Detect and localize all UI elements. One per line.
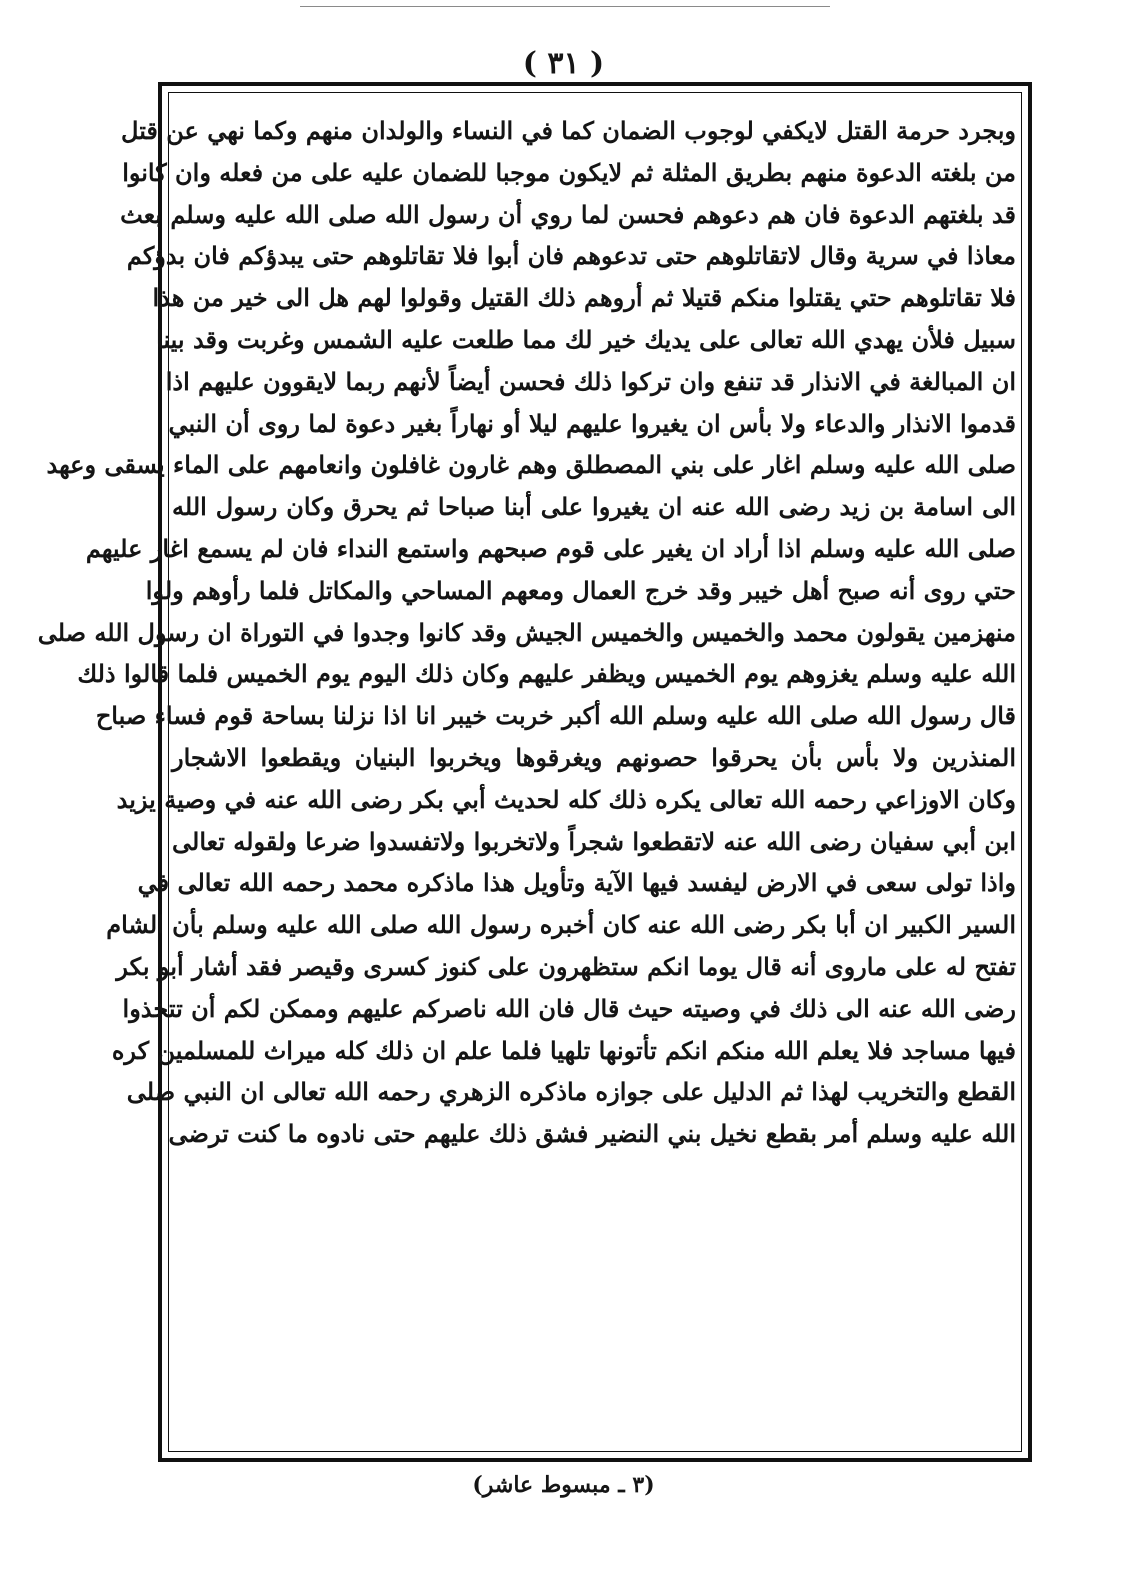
text-line-24: القطع والتخريب لهذا ثم الدليل على جوازه ماذكره الزهري رحمه الله تعالى ان النبي صلى — [126, 1077, 1016, 1107]
top-rule — [300, 6, 830, 7]
text-line-11: صلى الله عليه وسلم اذا أراد ان يغير على قوم صبحهم واستمع النداء فان لم يسمع اغار عليهم — [85, 533, 1016, 563]
text-line-6: سبيل فلأن يهدي الله تعالى على يديك خير لك مما طلعت عليه الشمس وغربت وقد بينا — [156, 324, 1016, 354]
text-line-20: السير الكبير ان أبا بكر رضى الله عنه كان أخبره رسول الله صلى الله عليه وسلم بأن الشام — [106, 910, 1016, 940]
text-line-25: الله عليه وسلم أمر بقطع نخيل بني النضير فشق ذلك عليهم حتى نادوه ما كنت ترضى — [168, 1119, 1016, 1149]
text-line-5: فلا تقاتلوهم حتي يقتلوا منكم قتيلا ثم أروهم ذلك القتيل وقولوا لهم هل الى خير من هذا — [152, 283, 1016, 313]
text-body — [37, 110, 1016, 1450]
text-line-1: وبجرد حرمة القتل لايكفي لوجوب الضمان كما في النساء والولدان منهم وكما نهي عن قتل — [121, 116, 1016, 145]
text-line-22: رضى الله عنه الى ذلك في وصيته حيث قال فان الله ناصركم عليهم وممكن لكم أن تتخذوا — [122, 993, 1016, 1023]
text-line-14: الله عليه وسلم يغزوهم يوم الخميس ويظفر عليهم وكان ذلك اليوم يوم الخميس فلما قالوا ذلك — [77, 659, 1016, 689]
signature-mark: (٣ ـ مبسوط عاشر) — [472, 1472, 655, 1498]
text-line-7: ان المبالغة في الانذار قد تنفع وان تركوا ذلك فحسن أيضاً لأنهم ربما لايقوون عليهم اذا — [165, 366, 1016, 396]
text-line-12: حتي روى أنه صبح أهل خيبر وقد خرج العمال ومعهم المساحي والمكاتل فلما رأوهم ولوا — [145, 575, 1016, 605]
text-line-10: الى اسامة بن زيد رضى الله عنه ان يغيروا على أبنا صباحا ثم يحرق وكان رسول الله — [172, 492, 1016, 522]
text-line-8: قدموا الانذار والدعاء ولا بأس ان يغيروا عليهم ليلا أو نهاراً بغير دعوة لما روى أن النبي — [168, 408, 1016, 438]
text-line-3: قد بلغتهم الدعوة فان هم دعوهم فحسن لما روي أن رسول الله صلى الله عليه وسلم بعث — [120, 199, 1016, 229]
text-line-13: منهزمين يقولون محمد والخميس والخميس الجيش وقد كانوا وجدوا في التوراة ان رسول الله صلى — [37, 617, 1016, 647]
text-line-4: معاذا في سرية وقال لاتقاتلوهم حتى تدعوهم فان أبوا فلا تقاتلوهم حتى يبدؤكم فان بدؤكم — [126, 241, 1016, 271]
text-line-21: تفتح له على ماروى أنه قال يوما انكم ستظهرون على كنوز كسرى وقيصر فقد أشار أبو بكر — [116, 951, 1016, 981]
text-line-15: قال رسول الله صلى الله عليه وسلم الله أكبر خربت خيبر انا اذا نزلنا بساحة قوم فساء صباح — [95, 701, 1016, 731]
text-line-2: من بلغته الدعوة منهم بطريق المثلة ثم لايكون موجبا للضمان عليه على من فعله وان كانوا — [122, 157, 1016, 187]
page-number: ( ٣١ ) — [522, 46, 605, 81]
text-line-9: صلى الله عليه وسلم اغار على بني المصطلق وهم غارون غافلون وانعامهم على الماء يسقى وعهد — [46, 450, 1016, 480]
text-line-16: المنذرين ولا بأس بأن يحرقوا حصونهم ويغرقوها ويخربوا البنيان ويقطعوا الاشجار — [172, 742, 1016, 772]
text-line-17: وكان الاوزاعي رحمه الله تعالى يكره ذلك كله لحديث أبي بكر رضى الله عنه في وصية يزيد — [116, 784, 1016, 814]
text-line-23: فيها مساجد فلا يعلم الله منكم انكم تأتونها تلهيا فلما علم ان ذلك كله ميراث للمسلمين كره — [111, 1035, 1016, 1065]
text-line-19: واذا تولى سعى في الارض ليفسد فيها الآية وتأويل هذا ماذكره محمد رحمه الله تعالى في — [137, 868, 1016, 898]
text-line-18: ابن أبي سفيان رضى الله عنه لاتقطعوا شجراً ولاتخربوا ولاتفسدوا ضرعا ولقوله تعالى — [172, 826, 1016, 856]
